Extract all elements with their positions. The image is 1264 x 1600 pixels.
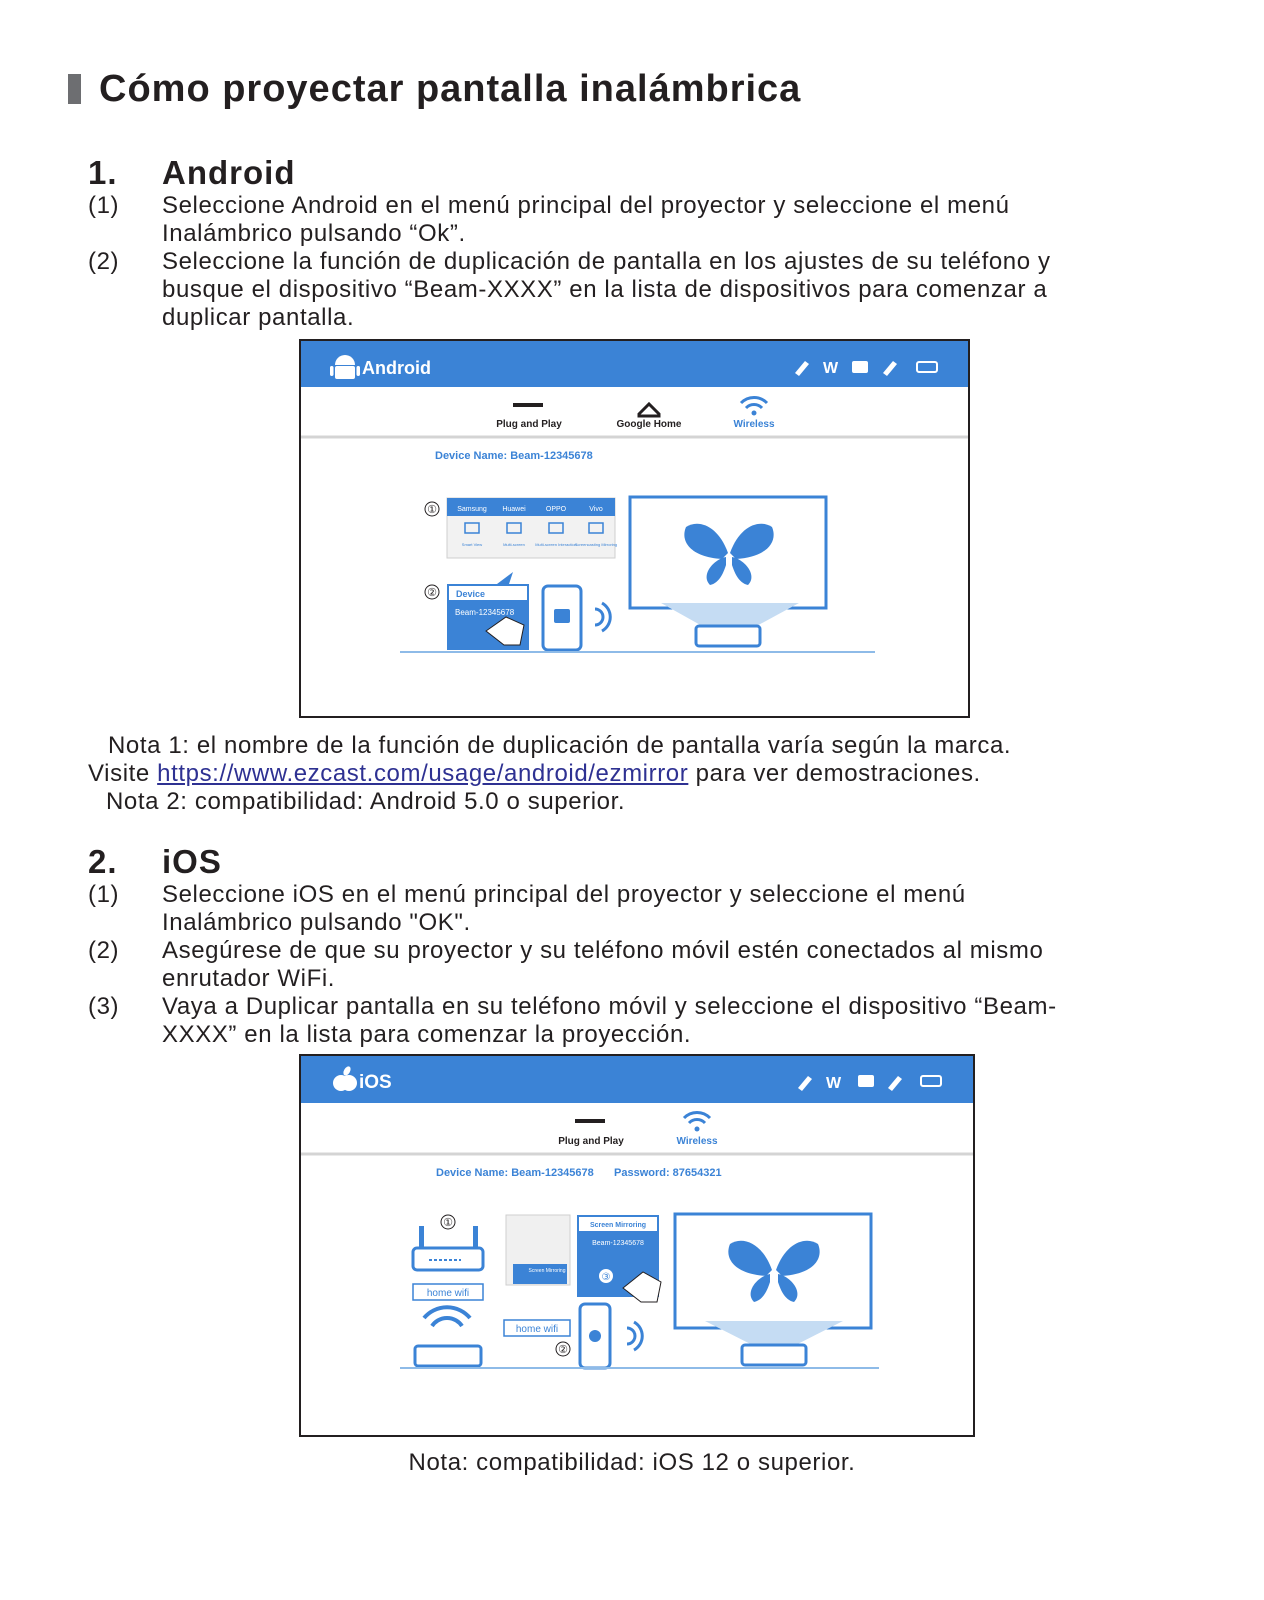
wifi-status-icon: W: [823, 360, 839, 377]
step-text: Seleccione iOS en el menú principal del proyector y seleccione el menú Inalámbrico pulsando "OK".: [162, 881, 966, 936]
page-title: [68, 66, 801, 112]
brand-label: Huawei: [502, 506, 526, 513]
wifi-icon: [684, 1112, 710, 1123]
android-step-2: [88, 248, 1088, 332]
section-heading-ios: [88, 843, 222, 881]
tab-plug-and-play[interactable]: [558, 1119, 624, 1147]
step-text: Seleccione la función de duplicación de pantalla en los ajustes de su teléfono y busque el dispositivo “Beam-XXXX” en la lista de dispositivos para comenzar a duplicar pantalla.: [162, 248, 1051, 331]
projector-icon: [696, 626, 760, 646]
header-title: Android: [362, 358, 431, 378]
android-note-1: Nota 1: el nombre de la función de duplicación de pantalla varía según la marca.: [108, 732, 1012, 759]
step-marker-1: ①: [443, 1217, 453, 1229]
section-number: 1.: [88, 154, 118, 191]
control-center-button-label: Screen Mirroring: [528, 1268, 566, 1274]
note-link-prefix: Visite: [88, 760, 150, 787]
ios-illustration-svg: [301, 1056, 973, 1435]
function-label: Multi-screen Interaction: [535, 542, 577, 547]
android-illustration: [299, 339, 970, 718]
function-label: Multi-screen: [503, 542, 525, 547]
phone-wifi-label: home wifi: [515, 1324, 559, 1335]
step-text: Vaya a Duplicar pantalla en su teléfono móvil y seleccione el dispositivo “Beam-XXXX” en la lista para comenzar la proyección.: [162, 993, 1057, 1048]
page-title-text: Cómo proyectar pantalla inalámbrica: [99, 67, 802, 110]
function-label: Screencasting Mirroring: [574, 542, 618, 547]
section-number: 2.: [88, 843, 118, 880]
iphone-apple-logo-icon: [589, 1330, 601, 1342]
wifi-status-icon: W: [826, 1075, 842, 1092]
tab-label: Google Home: [616, 419, 682, 430]
android-note-2: Nota 2: compatibilidad: Android 5.0 o superior.: [106, 788, 626, 815]
step-marker-1: ①: [427, 504, 437, 516]
ios-illustration: [299, 1054, 975, 1437]
section-title: iOS: [162, 843, 222, 880]
screen-mirroring-device: Beam-12345678: [592, 1240, 644, 1247]
step-marker-3: ③: [601, 1272, 611, 1283]
section-heading-android: [88, 154, 295, 192]
step-index: (1): [88, 192, 120, 219]
function-label: Smart View: [461, 542, 483, 547]
signal-waves-icon: [627, 1322, 642, 1350]
android-step-1: [88, 192, 1088, 248]
hdmi-cable-icon: [513, 403, 543, 407]
hdmi-cable-icon: [575, 1119, 605, 1123]
projector-icon: [742, 1345, 806, 1365]
device-list-item: Beam-12345678: [455, 608, 515, 617]
device-name: Device Name: Beam-12345678: [435, 450, 593, 462]
device-name: Device Name: Beam-12345678: [436, 1167, 594, 1179]
android-phone-logo-icon: [554, 609, 570, 623]
ios-step-2: [88, 937, 1088, 993]
ezmirror-link[interactable]: https://www.ezcast.com/usage/android/ezmirror: [157, 760, 689, 787]
header-title: iOS: [359, 1072, 392, 1093]
brand-label: OPPO: [545, 506, 567, 513]
brand-label: Vivo: [589, 506, 603, 513]
router-wifi-label: home wifi: [426, 1288, 470, 1299]
tab-label: Plug and Play: [496, 419, 562, 430]
step-text: Seleccione Android en el menú principal del proyector y seleccione el menú Inalámbrico pulsando “Ok”.: [162, 192, 1010, 247]
step-index: (2): [88, 937, 120, 964]
step-marker-2: ②: [558, 1344, 568, 1356]
step-text: Asegúrese de que su proyector y su teléfono móvil estén conectados al mismo enrutador WiFi.: [162, 937, 1044, 992]
cast-icon: [852, 361, 868, 373]
cast-icon: [858, 1075, 874, 1087]
control-center-mirroring-button: [513, 1264, 567, 1284]
tab-wireless[interactable]: [676, 1112, 717, 1147]
android-note-link-line: [88, 760, 981, 788]
step-index: (1): [88, 881, 120, 908]
step-marker-2: ②: [427, 587, 437, 599]
android-illustration-svg: [301, 341, 968, 716]
title-bar-marker: [68, 74, 81, 104]
brand-label: Samsung: [457, 506, 487, 513]
signal-waves-icon: [595, 603, 610, 631]
device-search-label: Device: [456, 589, 486, 599]
projector-icon-left: [415, 1346, 481, 1366]
ios-step-3: [88, 993, 1088, 1049]
tab-label: Plug and Play: [558, 1136, 624, 1147]
step-index: (3): [88, 993, 120, 1020]
ios-step-1: [88, 881, 1088, 937]
note-link-suffix: para ver demostraciones.: [695, 760, 981, 787]
tab-label: Wireless: [733, 419, 775, 430]
tab-label: Wireless: [676, 1136, 718, 1147]
section-title: Android: [162, 154, 296, 191]
router-icon: [413, 1226, 483, 1270]
screen-mirroring-title: Screen Mirroring: [589, 1222, 647, 1229]
device-password: Password: 87654321: [614, 1167, 722, 1179]
step-index: (2): [88, 248, 120, 275]
ios-note: Nota: compatibilidad: iOS 12 o superior.: [408, 1449, 856, 1476]
projection-screen: [630, 497, 826, 608]
projection-screen: [675, 1214, 871, 1328]
wifi-signal-icon: [424, 1307, 470, 1326]
